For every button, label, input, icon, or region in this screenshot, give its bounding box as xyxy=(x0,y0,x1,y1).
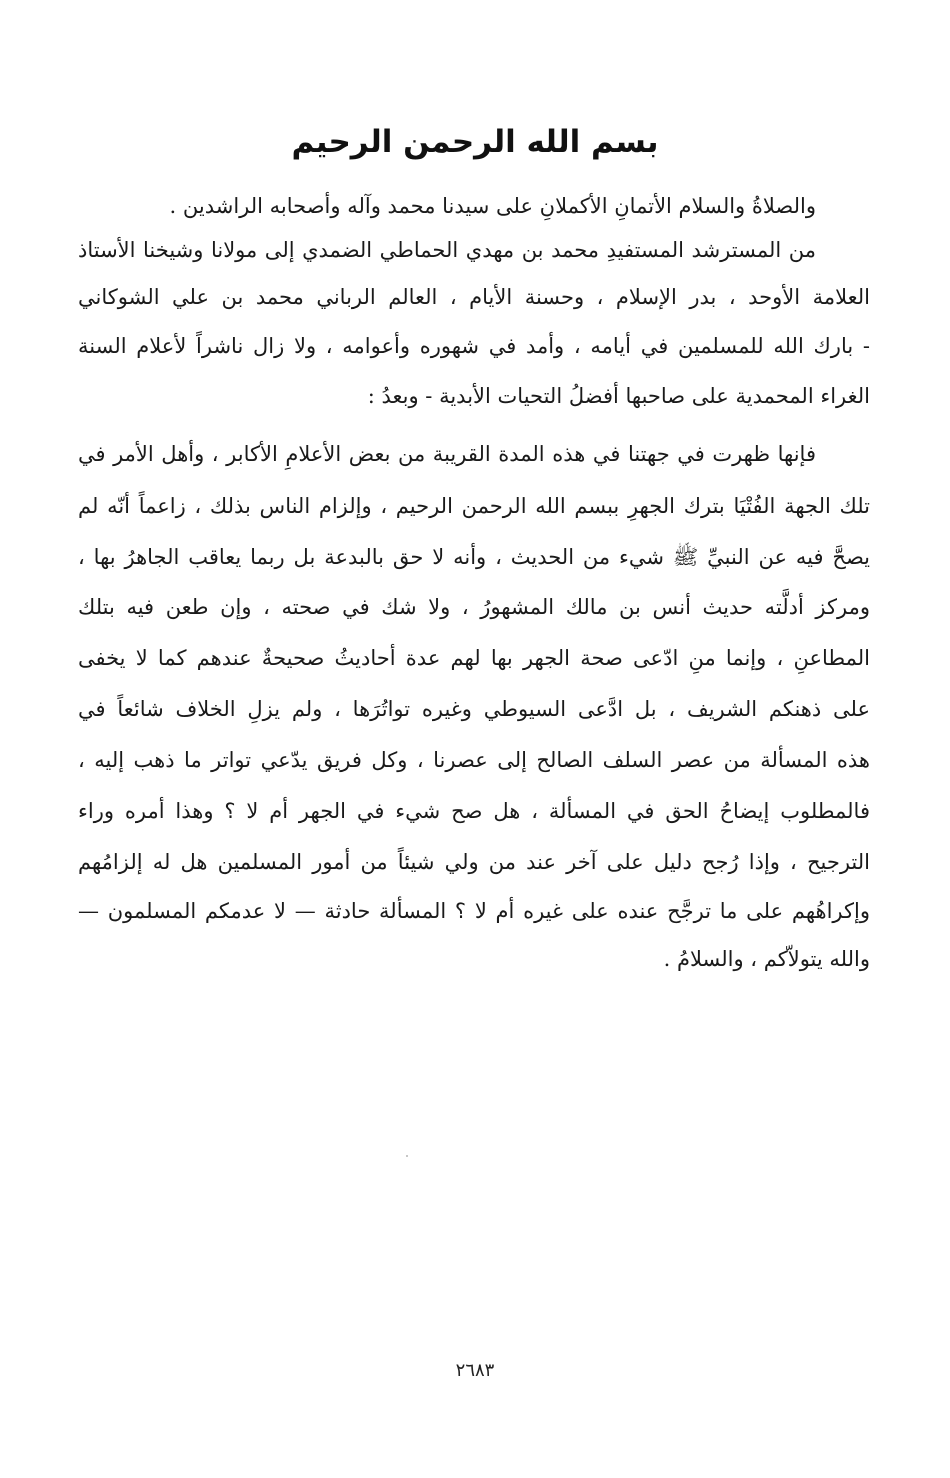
body-line: والصلاةُ والسلام الأتمانِ الأكملانِ على سيدنا محمد وآله وأصحابه الراشدين . xyxy=(169,194,816,218)
body-line: يصحَّ فيه عن النبيِّ ﷺ شيء من الحديث ، وأنه لا حق بالبدعة بل ربما يعاقب الجاهرُ بها ، xyxy=(78,545,870,569)
body-line: الغراء المحمدية على صاحبها أفضلُ التحيات الأبدية - وبعدُ : xyxy=(367,384,870,408)
basmala-heading: بسم الله الرحمن الرحيم xyxy=(291,124,659,160)
body-line: من المسترشد المستفيدِ محمد بن مهدي الحماطي الضمدي إلى مولانا وشيخنا الأستاذ xyxy=(78,238,816,262)
body-line: تلك الجهة الفُتْيَا بترك الجهرِ ببسم الله الرحمن الرحيم ، وإلزام الناس بذلك ، زاعماً أنّه لم xyxy=(78,494,870,518)
page-number: ٢٦٨٣ xyxy=(455,1360,495,1381)
body-line: والله يتولاّكم ، والسلامُ . xyxy=(663,947,870,971)
body-line: المطاعنِ ، وإنما منِ ادّعى صحة الجهر بها لهم عدة أحاديثُ صحيحةٌ عندهم كما لا يخفى xyxy=(78,646,870,670)
scan-speck xyxy=(406,1155,408,1157)
body-line: فالمطلوب إيضاحُ الحق في المسألة ، هل صح شيء في الجهر أم لا ؟ وهذا أمره وراء xyxy=(78,799,870,823)
body-line: - بارك الله للمسلمين في أيامه ، وأمد في شهوره وأعوامه ، ولا زال ناشراً لأعلام السنة xyxy=(78,334,870,358)
body-line: وإكراهُهم على ما ترجَّح عنده على غيره أم لا ؟ المسألة حادثة — لا عدمكم المسلمون — xyxy=(78,899,870,923)
body-line: على ذهنكم الشريف ، بل ادَّعى السيوطي وغيره تواتُرَها ، ولم يزلِ الخلاف شائعاً في xyxy=(78,697,870,721)
body-line: ومركز أدلَّته حديث أنس بن مالك المشهورُ ، ولا شك في صحته ، وإن طعن فيه بتلك xyxy=(78,595,870,619)
body-line: هذه المسألة من عصر السلف الصالح إلى عصرنا ، وكل فريق يدّعي تواتر ما ذهب إليه ، xyxy=(78,748,870,772)
body-line: العلامة الأوحد ، بدر الإسلام ، وحسنة الأيام ، العالم الرباني محمد بن علي الشوكاني xyxy=(78,285,870,309)
body-line: الترجيح ، وإذا رُجح دليل على آخر عند من ولي شيئاً من أمور المسلمين هل له إلزامُهم xyxy=(78,850,870,874)
body-line: فإنها ظهرت في جهتنا في هذه المدة القريبة من بعض الأعلامِ الأكابر ، وأهل الأمر في xyxy=(78,442,816,466)
